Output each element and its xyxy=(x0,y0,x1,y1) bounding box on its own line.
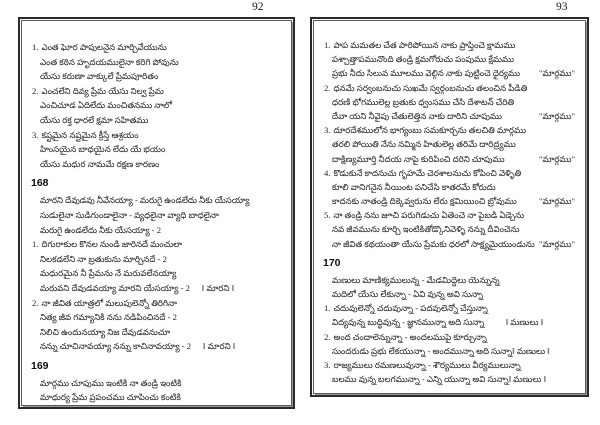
stanza-number: 1. xyxy=(32,239,39,250)
lyric-text: నా జీవిత కథయంతా యేసు ప్రేమకు ధరలో సాక్ష్యమైయుండును xyxy=(332,238,535,249)
lyric-line xyxy=(31,55,283,70)
lyric-text: దేవా యని నీవైపు చేతులెత్తిన నాకు దారిని చూపుము xyxy=(332,110,502,121)
lyric-line xyxy=(323,137,577,151)
refrain-marker: "మార్గము" xyxy=(538,153,575,164)
stanza-number: 1. xyxy=(324,303,331,314)
book-page-right xyxy=(313,20,586,394)
lyric-line xyxy=(31,157,283,172)
lyric-line xyxy=(31,98,283,113)
stanza-number: 5. xyxy=(324,210,331,221)
refrain-marker: ‖ మణులు ‖ xyxy=(512,345,550,356)
lyric-line xyxy=(31,266,283,281)
book-page-left xyxy=(21,20,292,406)
lyric-line xyxy=(31,376,283,391)
lyric-line xyxy=(323,358,577,372)
lyric-text: నిత్య జీవ గమ్యానికి నను నడిపించినదే - 2 xyxy=(40,312,177,323)
song-number-heading: 170 xyxy=(323,256,341,269)
lyric-line xyxy=(323,166,577,180)
lyric-text: సుడులైనా సుడిగుండాలైనా - వ్యధలైనా వ్యాధి బాధలైనా xyxy=(40,209,219,220)
lyric-text: యేసు మధుర నామమే రక్షణ కారణం xyxy=(40,158,160,169)
lyric-line xyxy=(31,390,283,405)
lyric-text: దూరదేశములోన భాగ్యంబు సమకూర్చను తలచితి మార్గము xyxy=(333,125,527,136)
lyric-text: బలము వున్న బలగమున్నా - ఎన్ని యున్నా అవి సున్నా xyxy=(332,374,509,385)
lyric-text: యేసు రక్త ధారలే క్షమా సహితము xyxy=(40,114,149,125)
lyric-line xyxy=(31,252,283,267)
song-number-heading: 169 xyxy=(31,359,49,372)
refrain-marker: ‖ మణులు ‖ xyxy=(505,317,543,328)
lyric-text: మదిలో యేసు లేకున్నా - ఏవి వున్న అవి సున్నా xyxy=(332,289,484,299)
lyric-line xyxy=(31,69,283,84)
lyric-text: కష్టమైన నష్టమైన క్రీస్తే ఆశ్రయం xyxy=(41,129,139,140)
lyric-line xyxy=(31,128,283,143)
lyric-text: మరువని దేవుడవయ్యా మారని యేసయ్యా - 2 xyxy=(40,282,190,293)
lyric-line xyxy=(31,40,283,55)
lyric-line xyxy=(323,301,577,315)
refrain-marker: "మార్గము" xyxy=(538,68,575,79)
lyric-line xyxy=(31,339,283,354)
lyric-line xyxy=(323,152,577,166)
lyric-line xyxy=(323,208,577,222)
lyric-line xyxy=(31,310,283,325)
lyric-text: నన్ను చూచినావయ్యా నన్ను కాచినావయ్యా - 2 xyxy=(40,341,192,352)
lyric-text: దాక్షిణ్యమూర్తి నీదయ నాపై కురిపించి దరిని చూపుము xyxy=(332,153,505,164)
page-number-left: 92 xyxy=(252,1,264,13)
lyric-text: రాజ్యములు రమణలువున్నా - శౌర్యములు వీర్యములున్నా xyxy=(333,359,521,370)
lyric-text: ఎంచలేని దివ్య ప్రేమ యేసు నిల్వ ప్రేమ xyxy=(41,85,164,96)
lyric-line xyxy=(323,194,577,208)
lyric-line xyxy=(323,81,577,95)
stanza-number: 3. xyxy=(324,359,331,370)
lyric-text: మార్గము చూపుము ఇంటికి నా తండ్రి ఇంటికి xyxy=(40,377,182,388)
lyric-text: కొడుకునే కాదనుచు గృహమే చెరశాలనుచు కోపించి వెళ్ళితి xyxy=(333,167,522,178)
stanza-number: 1. xyxy=(324,40,331,50)
lyric-line xyxy=(323,330,577,344)
song-number-heading: 168 xyxy=(31,177,49,190)
lyric-line xyxy=(323,109,577,123)
lyric-text: మధురమైన నీ ప్రేమను నే మరువలేనయ్యా xyxy=(40,268,177,279)
lyric-line xyxy=(31,223,283,238)
stanza-number: 3. xyxy=(32,129,39,140)
lyric-text: ఎంచిచూడ ఏదిలేదు మంచితనము నాలో xyxy=(40,100,173,111)
lyric-text: నా జీవిత యాత్రలో మలుపులెన్నో తిరిగినా xyxy=(41,297,177,308)
stanza-number: 2. xyxy=(32,85,39,96)
stanza-number: 4. xyxy=(324,167,331,178)
lyric-line xyxy=(323,38,577,52)
lyric-text: ఎంత ఘోర పాపులనైన మార్చివేయును xyxy=(41,42,167,52)
lyric-line xyxy=(31,325,283,340)
stanza-number: 2. xyxy=(324,331,331,342)
refrain-marker: ‖ మారని ‖ xyxy=(203,341,236,352)
lyric-line xyxy=(323,52,577,66)
lyric-text: ఎంత కఠిన హృదయములైనా కరిగి పోవును xyxy=(40,56,179,67)
lyric-line xyxy=(323,123,577,137)
stanza-number: 2. xyxy=(32,297,39,308)
lyric-text: హింసయైన బాధయైన లేదు యే భయం xyxy=(40,144,166,155)
lyric-line xyxy=(323,95,577,109)
lyric-line xyxy=(31,281,283,296)
lyric-text: నా తండ్రి నను జూచి పరుగిడుచు ఏతెంచె నా పైబడి ఏడ్చెను xyxy=(333,210,525,221)
lyric-text: నవ జీవమును కూర్చి ఇంటికితోడ్కొనివెళ్ళి నన్ను దీవించెను xyxy=(332,224,520,235)
lyric-line xyxy=(323,180,577,194)
lyric-line xyxy=(31,113,283,128)
lyric-line xyxy=(31,193,283,208)
lyric-text: కూలి వానిగనైన నీయింట పనిచేసి కాతరమే కోరుదు xyxy=(332,181,496,192)
lyric-line xyxy=(31,208,283,223)
refrain-marker: ‖ మారని ‖ xyxy=(201,282,234,293)
lyric-line xyxy=(31,296,283,311)
lyric-text: చదువులెన్నో చదువున్నా - పదవులెన్నో చేస్తున్నా xyxy=(333,303,488,314)
lyric-text: మణులు మాణిక్యములున్న - మేడమిద్దెలు యెన్నున్న xyxy=(332,274,500,285)
lyric-line xyxy=(323,372,577,386)
lyric-line xyxy=(31,237,283,252)
lyric-text: ధరణి భోగములెల్ల బ్రతుకు ధ్వంసము చేసి దేశాటన్ చేరితి xyxy=(332,96,515,107)
refrain-marker: "మార్గము" xyxy=(538,110,575,121)
lyric-text: యేసు కరుణా వాక్కులే ప్రేమపూరితం xyxy=(40,71,159,82)
lyric-text: పాప మమతల చేత పారిపోయిన నాకు ప్రాప్తించె క్షామము xyxy=(333,40,516,50)
lyric-text: దిగురాకుల కొనల నుండి జారినదే మంచులా xyxy=(41,239,183,250)
lyric-text: అంద చందాలెన్నున్నా - అందలముపై కూర్చున్నా xyxy=(333,331,487,342)
lyric-line xyxy=(323,315,577,329)
lyric-line xyxy=(323,237,577,251)
lyric-text: సుందరుడు ప్రభు లేకయున్నా - అందమున్నా అది సున్నా xyxy=(332,345,513,356)
lyric-line xyxy=(31,84,283,99)
lyric-line xyxy=(31,142,283,157)
lyric-text: మారని దేవుడవు నీవేనయ్యా - మరుగై ఉండలేదు నీకు యేసయ్యా xyxy=(40,195,250,206)
stanza-number: 2. xyxy=(324,82,331,93)
page-number-right: 93 xyxy=(556,1,568,13)
lyric-text: ప్రభు నీదు సిలువ మూలము వెల్గిన నాకు పుట్టించె ధైర్యము xyxy=(332,68,520,79)
refrain-marker: "మార్గము" xyxy=(538,196,575,207)
lyric-text: కాదనకు నాతండ్రి దిక్కెవ్వరును లేరు క్షమియించి బ్రోవుము xyxy=(332,196,517,207)
lyric-text: పశ్చాత్తాపమునొంది తండ్రి క్షమగోరుచు పంపుము క్షేమము xyxy=(332,54,514,65)
lyric-text: మరుగై ఉండలేదు నీకు యేసయ్యా - 2 xyxy=(40,224,162,235)
lyric-text: నిలిచి ఉందునయ్యా నిజ దేవుడవనుచూ xyxy=(40,326,171,337)
lyric-text: మాధుర్య ప్రేమ ప్రపంచము చూపించు కంటికి xyxy=(40,392,181,403)
lyric-line xyxy=(323,344,577,358)
page-left-content xyxy=(22,21,291,406)
stanza-number: 1. xyxy=(32,42,39,52)
refrain-marker: ‖ మణులు ‖ xyxy=(508,374,546,385)
lyric-line xyxy=(323,66,577,80)
lyric-line xyxy=(323,273,577,287)
lyric-text: ధనమే సర్వంబనుచు సుఖమే స్వర్గంబనుచు తలంచిన పీడితి xyxy=(333,82,528,93)
stanza-number: 3. xyxy=(324,125,331,136)
lyric-text: నిలకడలేని నా బ్రతుకును మార్చినదే - 2 xyxy=(40,253,167,264)
lyric-text: విద్యవున్న బుద్ధివున్న - జ్ఞానమున్నా అది సున్నా xyxy=(332,317,485,328)
lyric-line xyxy=(323,287,577,301)
page-right-content xyxy=(314,21,585,390)
lyric-text: తరలి పోయితి నేను నమ్మిన హితులెల్ల తరిమే దారిద్ర్యము xyxy=(332,139,516,150)
lyric-line xyxy=(323,222,577,236)
refrain-marker: "మార్గము" xyxy=(538,238,575,249)
